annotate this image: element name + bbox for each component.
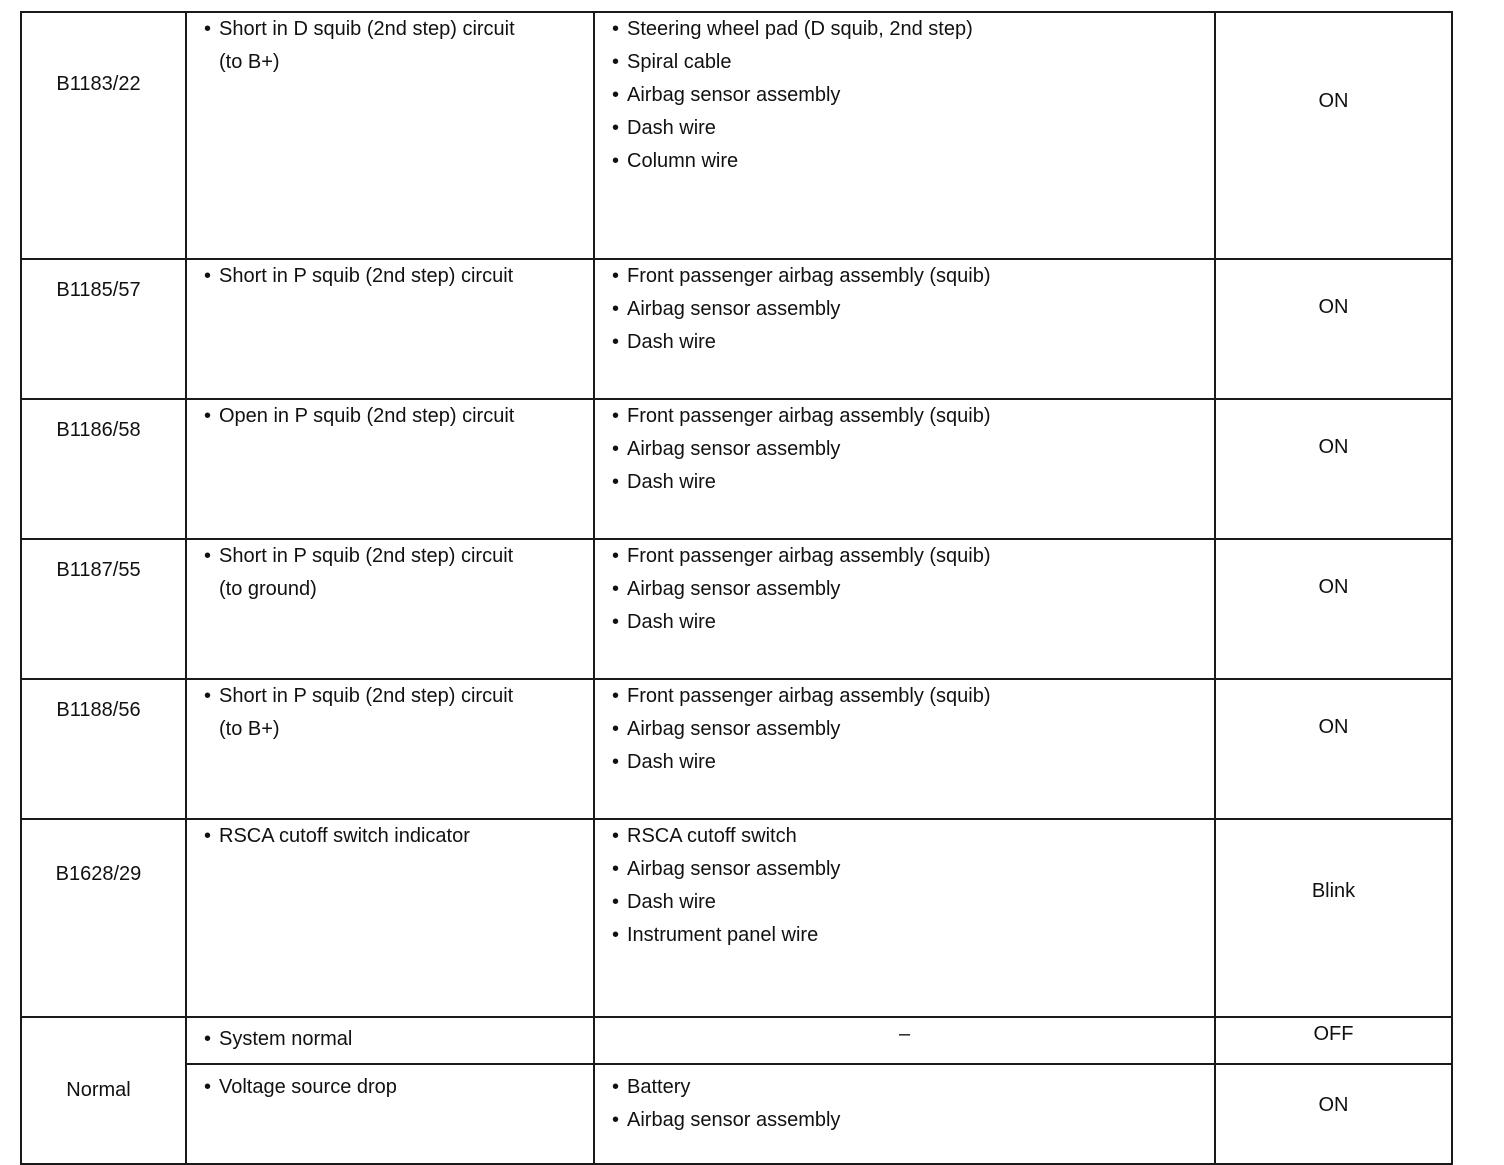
part-item: • Airbag sensor assembly (605, 713, 1214, 746)
trouble-area-list (187, 1071, 593, 1104)
part-item: • Airbag sensor assembly (605, 1104, 1214, 1137)
indicator-cell (1215, 679, 1452, 819)
indicator-cell (1215, 539, 1452, 679)
table-row (21, 679, 1452, 819)
part-item: • Airbag sensor assembly (605, 573, 1214, 606)
part-item: • Front passenger airbag assembly (squib) (605, 540, 1214, 573)
trouble-area-cell (186, 539, 594, 679)
dtc-code-cell (21, 399, 186, 539)
indicator-state: Blink (1311, 880, 1356, 902)
parts-cell (594, 399, 1215, 539)
dtc-code: B1188/56 (56, 699, 141, 721)
part-item: • Dash wire (605, 466, 1214, 499)
indicator-cell (1215, 399, 1452, 539)
table-row (21, 399, 1452, 539)
parts-cell (594, 1017, 1215, 1064)
indicator-state: ON (1318, 1094, 1349, 1116)
parts-cell (594, 259, 1215, 399)
parts-list (595, 1071, 1214, 1137)
part-item: • Dash wire (605, 886, 1214, 919)
trouble-area-item (197, 680, 593, 746)
indicator-cell (1215, 259, 1452, 399)
dtc-table (20, 11, 1453, 1165)
trouble-area-text-cont: (to B+) (219, 51, 280, 73)
dtc-code-cell (21, 12, 186, 259)
trouble-area-item (197, 13, 593, 79)
parts-cell (594, 12, 1215, 259)
part-item: • Airbag sensor assembly (605, 433, 1214, 466)
trouble-area-cell (186, 399, 594, 539)
dtc-code-cell (21, 259, 186, 399)
table-row (21, 539, 1452, 679)
trouble-area-cell (186, 819, 594, 1017)
dtc-code-cell (21, 1017, 186, 1164)
trouble-area-text: Short in D squib (2nd step) circuit (219, 18, 515, 40)
indicator-state: ON (1318, 90, 1349, 112)
trouble-area-list (187, 540, 593, 606)
part-item: • Dash wire (605, 326, 1214, 359)
trouble-area-text: Short in P squib (2nd step) circuit (219, 685, 514, 707)
parts-list (595, 13, 1214, 178)
part-item: • Airbag sensor assembly (605, 853, 1214, 886)
dtc-code: B1187/55 (56, 559, 141, 581)
part-item: • Column wire (605, 145, 1214, 178)
parts-list (595, 260, 1214, 359)
indicator-cell (1215, 12, 1452, 259)
parts-list (595, 820, 1214, 952)
trouble-area-list (187, 680, 593, 746)
dtc-code-cell (21, 819, 186, 1017)
part-item: • Front passenger airbag assembly (squib) (605, 260, 1214, 293)
trouble-area-text-cont: (to ground) (219, 578, 317, 600)
trouble-area-list (187, 1023, 593, 1056)
trouble-area-cell (186, 679, 594, 819)
trouble-area-item (197, 540, 593, 606)
part-item: • Front passenger airbag assembly (squib) (605, 400, 1214, 433)
trouble-area-list (187, 400, 593, 433)
trouble-area-item: • System normal (197, 1023, 593, 1056)
table-row (21, 1064, 1452, 1164)
trouble-area-cell (186, 259, 594, 399)
parts-list (595, 400, 1214, 499)
parts-cell (594, 539, 1215, 679)
dtc-code: B1185/57 (56, 279, 141, 301)
trouble-area-cell (186, 1064, 594, 1164)
trouble-area-list (187, 820, 593, 853)
parts-list (595, 540, 1214, 639)
trouble-area-item: • Open in P squib (2nd step) circuit (197, 400, 593, 433)
part-item: • RSCA cutoff switch (605, 820, 1214, 853)
indicator-state: ON (1318, 716, 1349, 738)
indicator-cell (1215, 1017, 1452, 1064)
table-row (21, 1017, 1452, 1064)
indicator-cell (1215, 819, 1452, 1017)
trouble-area-list (187, 260, 593, 293)
part-item: • Spiral cable (605, 46, 1214, 79)
part-item: • Battery (605, 1071, 1214, 1104)
table-row (21, 12, 1452, 259)
indicator-state: ON (1318, 296, 1349, 318)
parts-cell (594, 819, 1215, 1017)
indicator-state: ON (1318, 576, 1349, 598)
parts-cell (594, 1064, 1215, 1164)
table-row (21, 259, 1452, 399)
table-row (21, 819, 1452, 1017)
dtc-code: B1186/58 (56, 419, 141, 441)
dtc-code: B1183/22 (56, 73, 141, 95)
part-item: • Instrument panel wire (605, 919, 1214, 952)
trouble-area-item: • Short in P squib (2nd step) circuit (197, 260, 593, 293)
indicator-state: ON (1318, 436, 1349, 458)
trouble-area-cell (186, 12, 594, 259)
trouble-area-item: • Voltage source drop (197, 1071, 593, 1104)
part-item: • Steering wheel pad (D squib, 2nd step) (605, 13, 1214, 46)
dtc-code-cell (21, 679, 186, 819)
part-item: • Dash wire (605, 112, 1214, 145)
parts-dash: – (898, 1023, 911, 1045)
part-item: • Dash wire (605, 606, 1214, 639)
indicator-cell (1215, 1064, 1452, 1164)
part-item: • Airbag sensor assembly (605, 79, 1214, 112)
trouble-area-cell (186, 1017, 594, 1064)
parts-list (595, 680, 1214, 779)
indicator-state: OFF (1313, 1023, 1354, 1045)
trouble-area-item: • RSCA cutoff switch indicator (197, 820, 593, 853)
dtc-code: B1628/29 (55, 863, 142, 885)
part-item: • Airbag sensor assembly (605, 293, 1214, 326)
dtc-code: Normal (66, 1079, 131, 1101)
trouble-area-text: Short in P squib (2nd step) circuit (219, 545, 514, 567)
parts-cell (594, 679, 1215, 819)
part-item: • Front passenger airbag assembly (squib) (605, 680, 1214, 713)
dtc-code-cell (21, 539, 186, 679)
trouble-area-text-cont: (to B+) (219, 718, 280, 740)
trouble-area-list (187, 13, 593, 79)
part-item: • Dash wire (605, 746, 1214, 779)
